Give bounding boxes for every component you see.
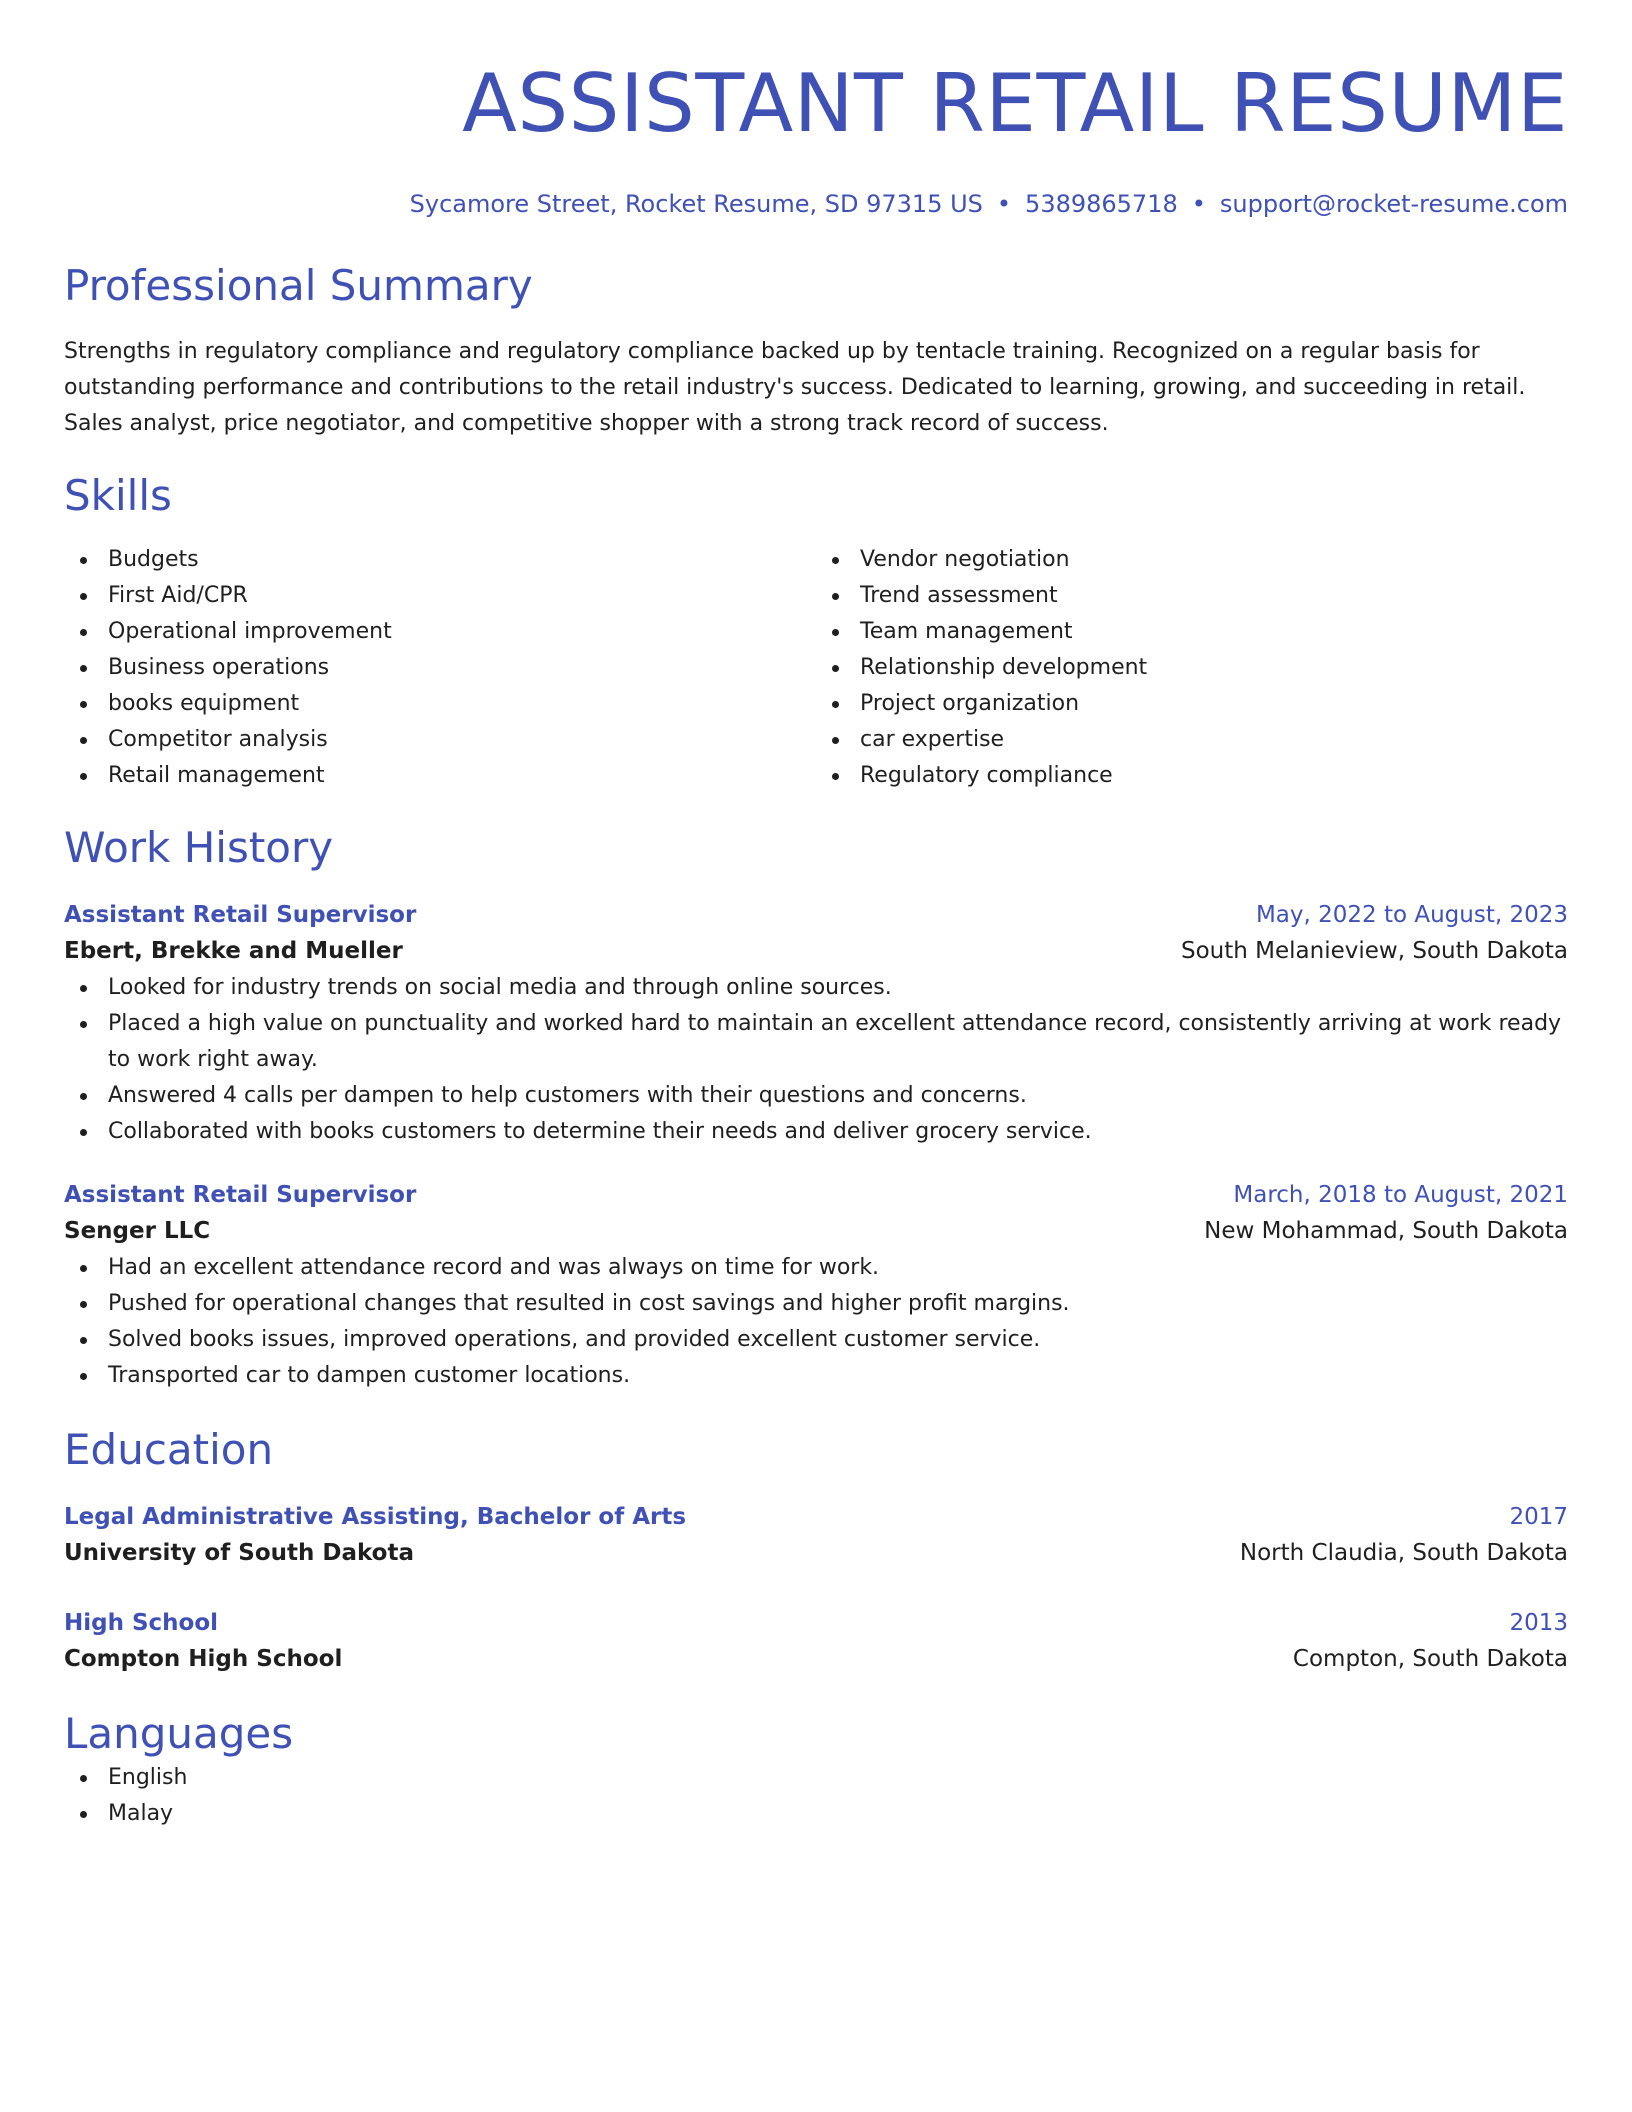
education-degree: High School [64,1610,219,1636]
section-title-summary: Professional Summary [64,261,533,310]
education-school-row [64,1640,1568,1678]
languages-section [64,1708,1568,1832]
skill-item: Retail management [64,758,816,794]
skills-grid [64,542,1568,794]
education-year: 2013 [1509,1610,1568,1636]
job-location: South Melanieview, South Dakota [1181,938,1568,964]
skill-item: car expertise [816,722,1568,758]
contact-phone: 5389865718 [1025,190,1178,218]
resume-title: ASSISTANT RETAIL RESUME [462,57,1568,150]
job-company-row [64,932,1568,970]
skill-item: Trend assessment [816,578,1568,614]
skills-section [64,470,1568,794]
job-header-row [64,1178,1568,1212]
skills-column-left [64,542,816,794]
section-title-skills: Skills [64,471,172,520]
summary-text: Strengths in regulatory compliance and regulatory compliance backed up by tentacle training. Recognized on a regular basis for outstanding performance and contributions to the retail industry's success. Dedicated to learning, growing, and succeeding in retail. Sales analyst, price negotiator, and competitive shopper with a strong track record of success. [64,339,1526,436]
skill-item: Competitor analysis [64,722,816,758]
education-school-row [64,1534,1568,1572]
skill-item: First Aid/CPR [64,578,816,614]
education-location: Compton, South Dakota [1292,1646,1568,1672]
skill-item: Business operations [64,650,816,686]
job-location: New Mohammad, South Dakota [1204,1218,1568,1244]
job-dates: May, 2022 to August, 2023 [1255,902,1568,928]
job-bullet: Had an excellent attendance record and was always on time for work. [64,1250,1568,1286]
skills-list-right [816,542,1568,794]
education-entry [64,1500,1568,1572]
job-header-row [64,898,1568,932]
languages-list [64,1760,1568,1832]
job-entry [64,1178,1568,1394]
language-item: English [64,1760,1568,1796]
job-company-row [64,1212,1568,1250]
section-title-languages: Languages [64,1709,294,1758]
resume-header [64,56,1568,220]
contact-separator: • [1191,190,1206,218]
job-company: Senger LLC [64,1218,211,1244]
education-header-row [64,1500,1568,1534]
job-title: Assistant Retail Supervisor [64,1182,417,1208]
professional-summary-section [64,260,1568,442]
education-school: University of South Dakota [64,1540,414,1566]
contact-address: Sycamore Street, Rocket Resume, SD 97315 US [409,190,983,218]
job-bullet: Placed a high value on punctuality and worked hard to maintain an excellent attendance record, consistently arriving at work ready to work right away. [64,1006,1568,1078]
skill-item: Budgets [64,542,816,578]
job-bullet: Collaborated with books customers to determine their needs and deliver grocery service. [64,1114,1568,1150]
education-location: North Claudia, South Dakota [1239,1540,1568,1566]
skill-item: books equipment [64,686,816,722]
job-bullet-list [64,970,1568,1150]
skill-item: Regulatory compliance [816,758,1568,794]
skills-list-left [64,542,816,794]
job-company: Ebert, Brekke and Mueller [64,938,403,964]
skill-item: Vendor negotiation [816,542,1568,578]
skill-item: Team management [816,614,1568,650]
skill-item: Project organization [816,686,1568,722]
contact-email[interactable]: support@rocket-resume.com [1219,190,1568,218]
job-bullet: Answered 4 calls per dampen to help customers with their questions and concerns. [64,1078,1568,1114]
language-item: Malay [64,1796,1568,1832]
job-bullet: Pushed for operational changes that resulted in cost savings and higher profit margins. [64,1286,1568,1322]
education-year: 2017 [1509,1504,1568,1530]
job-bullet: Transported car to dampen customer locations. [64,1358,1568,1394]
skills-column-right [816,542,1568,794]
education-school: Compton High School [64,1646,343,1672]
job-bullet-list [64,1250,1568,1394]
education-entry [64,1606,1568,1678]
job-bullet: Looked for industry trends on social media and through online sources. [64,970,1568,1006]
skill-item: Operational improvement [64,614,816,650]
education-degree: Legal Administrative Assisting, Bachelor of Arts [64,1504,687,1530]
contact-separator: • [996,190,1012,218]
education-header-row [64,1606,1568,1640]
contact-line [64,188,1568,220]
job-entry [64,898,1568,1150]
job-title: Assistant Retail Supervisor [64,902,417,928]
job-bullet: Solved books issues, improved operations, and provided excellent customer service. [64,1322,1568,1358]
work-history-section [64,822,1568,1394]
job-dates: March, 2018 to August, 2021 [1233,1182,1568,1208]
skill-item: Relationship development [816,650,1568,686]
education-section [64,1424,1568,1678]
section-title-work-history: Work History [64,823,334,872]
section-title-education: Education [64,1425,274,1474]
